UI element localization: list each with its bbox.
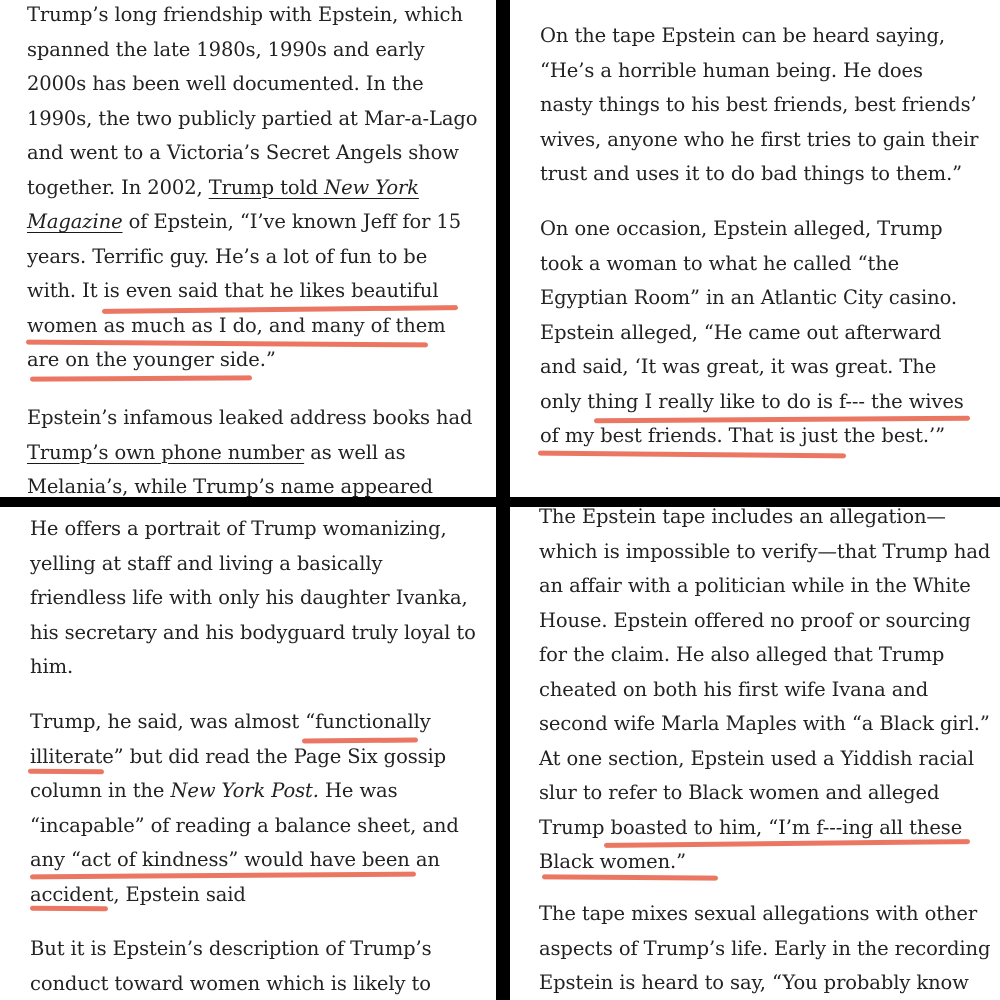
article-excerpt-top-left xyxy=(0,0,496,497)
text: , while Trump’s name xyxy=(122,475,341,497)
highlight-mark xyxy=(30,375,252,381)
article-excerpt-bottom-left xyxy=(0,507,496,1000)
text: Trump, he said, was almost “ xyxy=(30,710,316,733)
text: ” xyxy=(676,850,687,873)
highlight-mark xyxy=(28,769,104,775)
highlighted-quote: I really like to do is f--- the wives of my best friends. That is just the best. xyxy=(540,389,964,447)
text: Epstein’s infamous leaked address books had xyxy=(27,406,473,429)
highlighted-quote: Trump boasted to him, “I’m f---ing all these Black women. xyxy=(539,815,963,873)
publication-name: New York Magazine xyxy=(27,175,419,233)
paragraph-conduct: But it is Epstein’s description of Trump’s conduct toward women which is likely to xyxy=(30,937,432,995)
highlight-mark xyxy=(302,737,418,743)
text: ” xyxy=(265,348,276,371)
paragraph-portrait: He offers a portrait of Trump womanizing, yelling at staff and living a basically friendless life with only his daughter Ivanka, his secretary and his bodyguard truly loyal to him. xyxy=(30,517,476,678)
text: of Epstein, “I’ve known Jeff for 15 years. Terrific guy. He’s a lot of fun to be with. xyxy=(27,210,462,302)
paragraph-address-books xyxy=(27,401,479,497)
text: as well as xyxy=(304,440,406,464)
highlighted-quote: any “act of kindness” would have been an accident xyxy=(30,848,440,906)
link-text: Trump told xyxy=(208,175,325,199)
paragraph-allegation xyxy=(539,507,991,880)
link-phone-number[interactable]: Trump’s own phone number xyxy=(27,440,305,464)
paragraph-illiterate xyxy=(30,705,476,912)
text: , Epstein said xyxy=(113,882,246,906)
highlighted-quote: functionally illiterate xyxy=(30,710,431,768)
highlighted-quote: It is even said that he likes beautiful women as much as I do, and many of them are on the younger side. xyxy=(27,279,446,371)
article-excerpt-bottom-right xyxy=(510,507,1000,1000)
article-excerpt-top-right xyxy=(510,0,1000,497)
text: The Epstein tape includes an allegation—which is impossible to verify—that Trump had an affair with a politician while in the White House. Epstein offered no proof or sourcing for the claim. He also alleged that Trump cheated on both his first wife Ivana and second wife Marla Maples with “a Black girl.” At one section, Epstein used a Yiddish racial slur to refer to Black women and alleged xyxy=(539,507,991,804)
publication-name: New York Post. xyxy=(170,779,319,802)
text: ” but did read the Page Six gossip column in the xyxy=(30,744,447,802)
paragraph-tape-quote: On the tape Epstein can be heard saying, “He’s a horrible human being. He does nasty things to his best friends, best friends’ wives, anyone who he first tries to gain their trust and uses it to do bad things to them.” xyxy=(540,24,979,185)
text: On one occasion, Epstein alleged, Trump took a woman to what he called “the Egyptian Room” in an Atlantic City casino. Epstein alleged, “He came out afterward and said, ‘It was great, it was great. The only thing xyxy=(540,217,958,413)
text: Trump’s long friendship with Epstein, which spanned the late 1980s, 1990s and early 2000s has been well documented. In the 1990s, the two publicly partied at Mar-a-Lago and went to a Victoria’s Secret Angels show together. In 2002, xyxy=(27,3,478,199)
paragraph-tape-mixes: The tape mixes sexual allegations with other aspects of Trump’s life. Early in the recording Epstein is heard to say, “You probably know xyxy=(539,902,991,994)
highlight-mark xyxy=(542,874,718,880)
text: He was “incapable” of reading a balance sheet, and xyxy=(30,779,459,837)
paragraph-friendship xyxy=(27,0,479,378)
highlight-mark xyxy=(30,906,108,912)
text: ’” xyxy=(929,424,945,447)
link-appeared[interactable]: appeared xyxy=(340,475,433,497)
link-melanias[interactable]: Melania’s xyxy=(27,475,123,497)
